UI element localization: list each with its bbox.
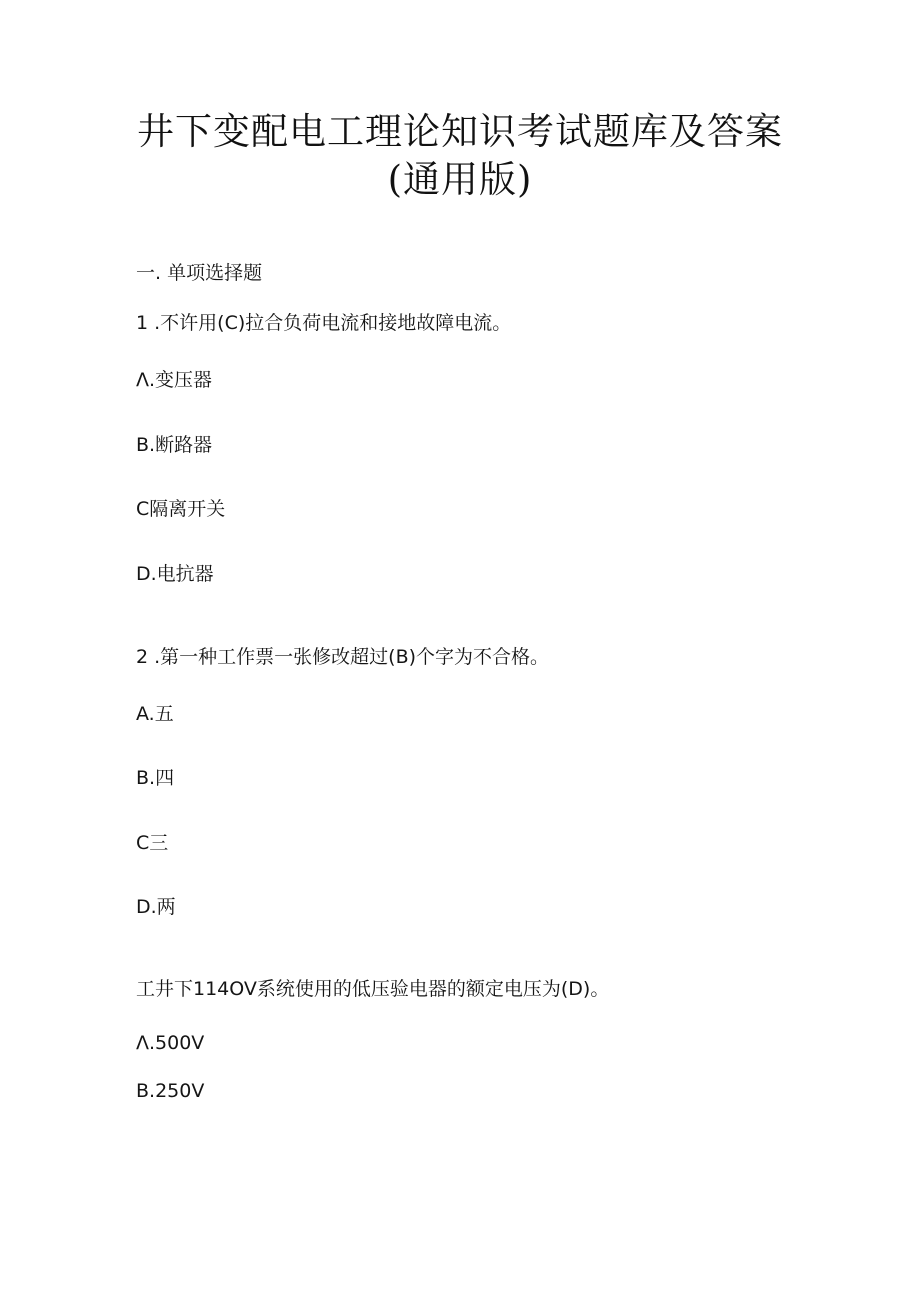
section-heading: 一. 单项选择题 [136,262,263,284]
question-2-option-a: A.五 [136,703,174,725]
question-1-option-d: D.电抗器 [136,563,214,585]
question-3-option-a: Λ.500V [136,1032,205,1054]
question-1-option-b: B.断路器 [136,434,213,456]
question-2-option-d: D.两 [136,896,176,918]
question-2-option-b: B.四 [136,767,175,789]
question-1-option-c: C隔离开关 [136,498,226,520]
question-2-option-c: C三 [136,832,169,854]
document-title-line-1: 井下变配电工理论知识考试题库及答案 [137,110,783,153]
question-3-stem: 工井下114OV系统使用的低压验电器的额定电压为(D)。 [136,978,610,1000]
question-1-option-a: Λ.变压器 [136,369,213,391]
question-1-stem: 1 .不许用(C)拉合负荷电流和接地故障电流。 [136,312,512,334]
question-3-option-b: B.250V [136,1080,205,1102]
document-title-line-2: (通用版) [387,158,533,201]
question-2-stem: 2 .第一种工作票一张修改超过(B)个字为不合格。 [136,646,550,668]
